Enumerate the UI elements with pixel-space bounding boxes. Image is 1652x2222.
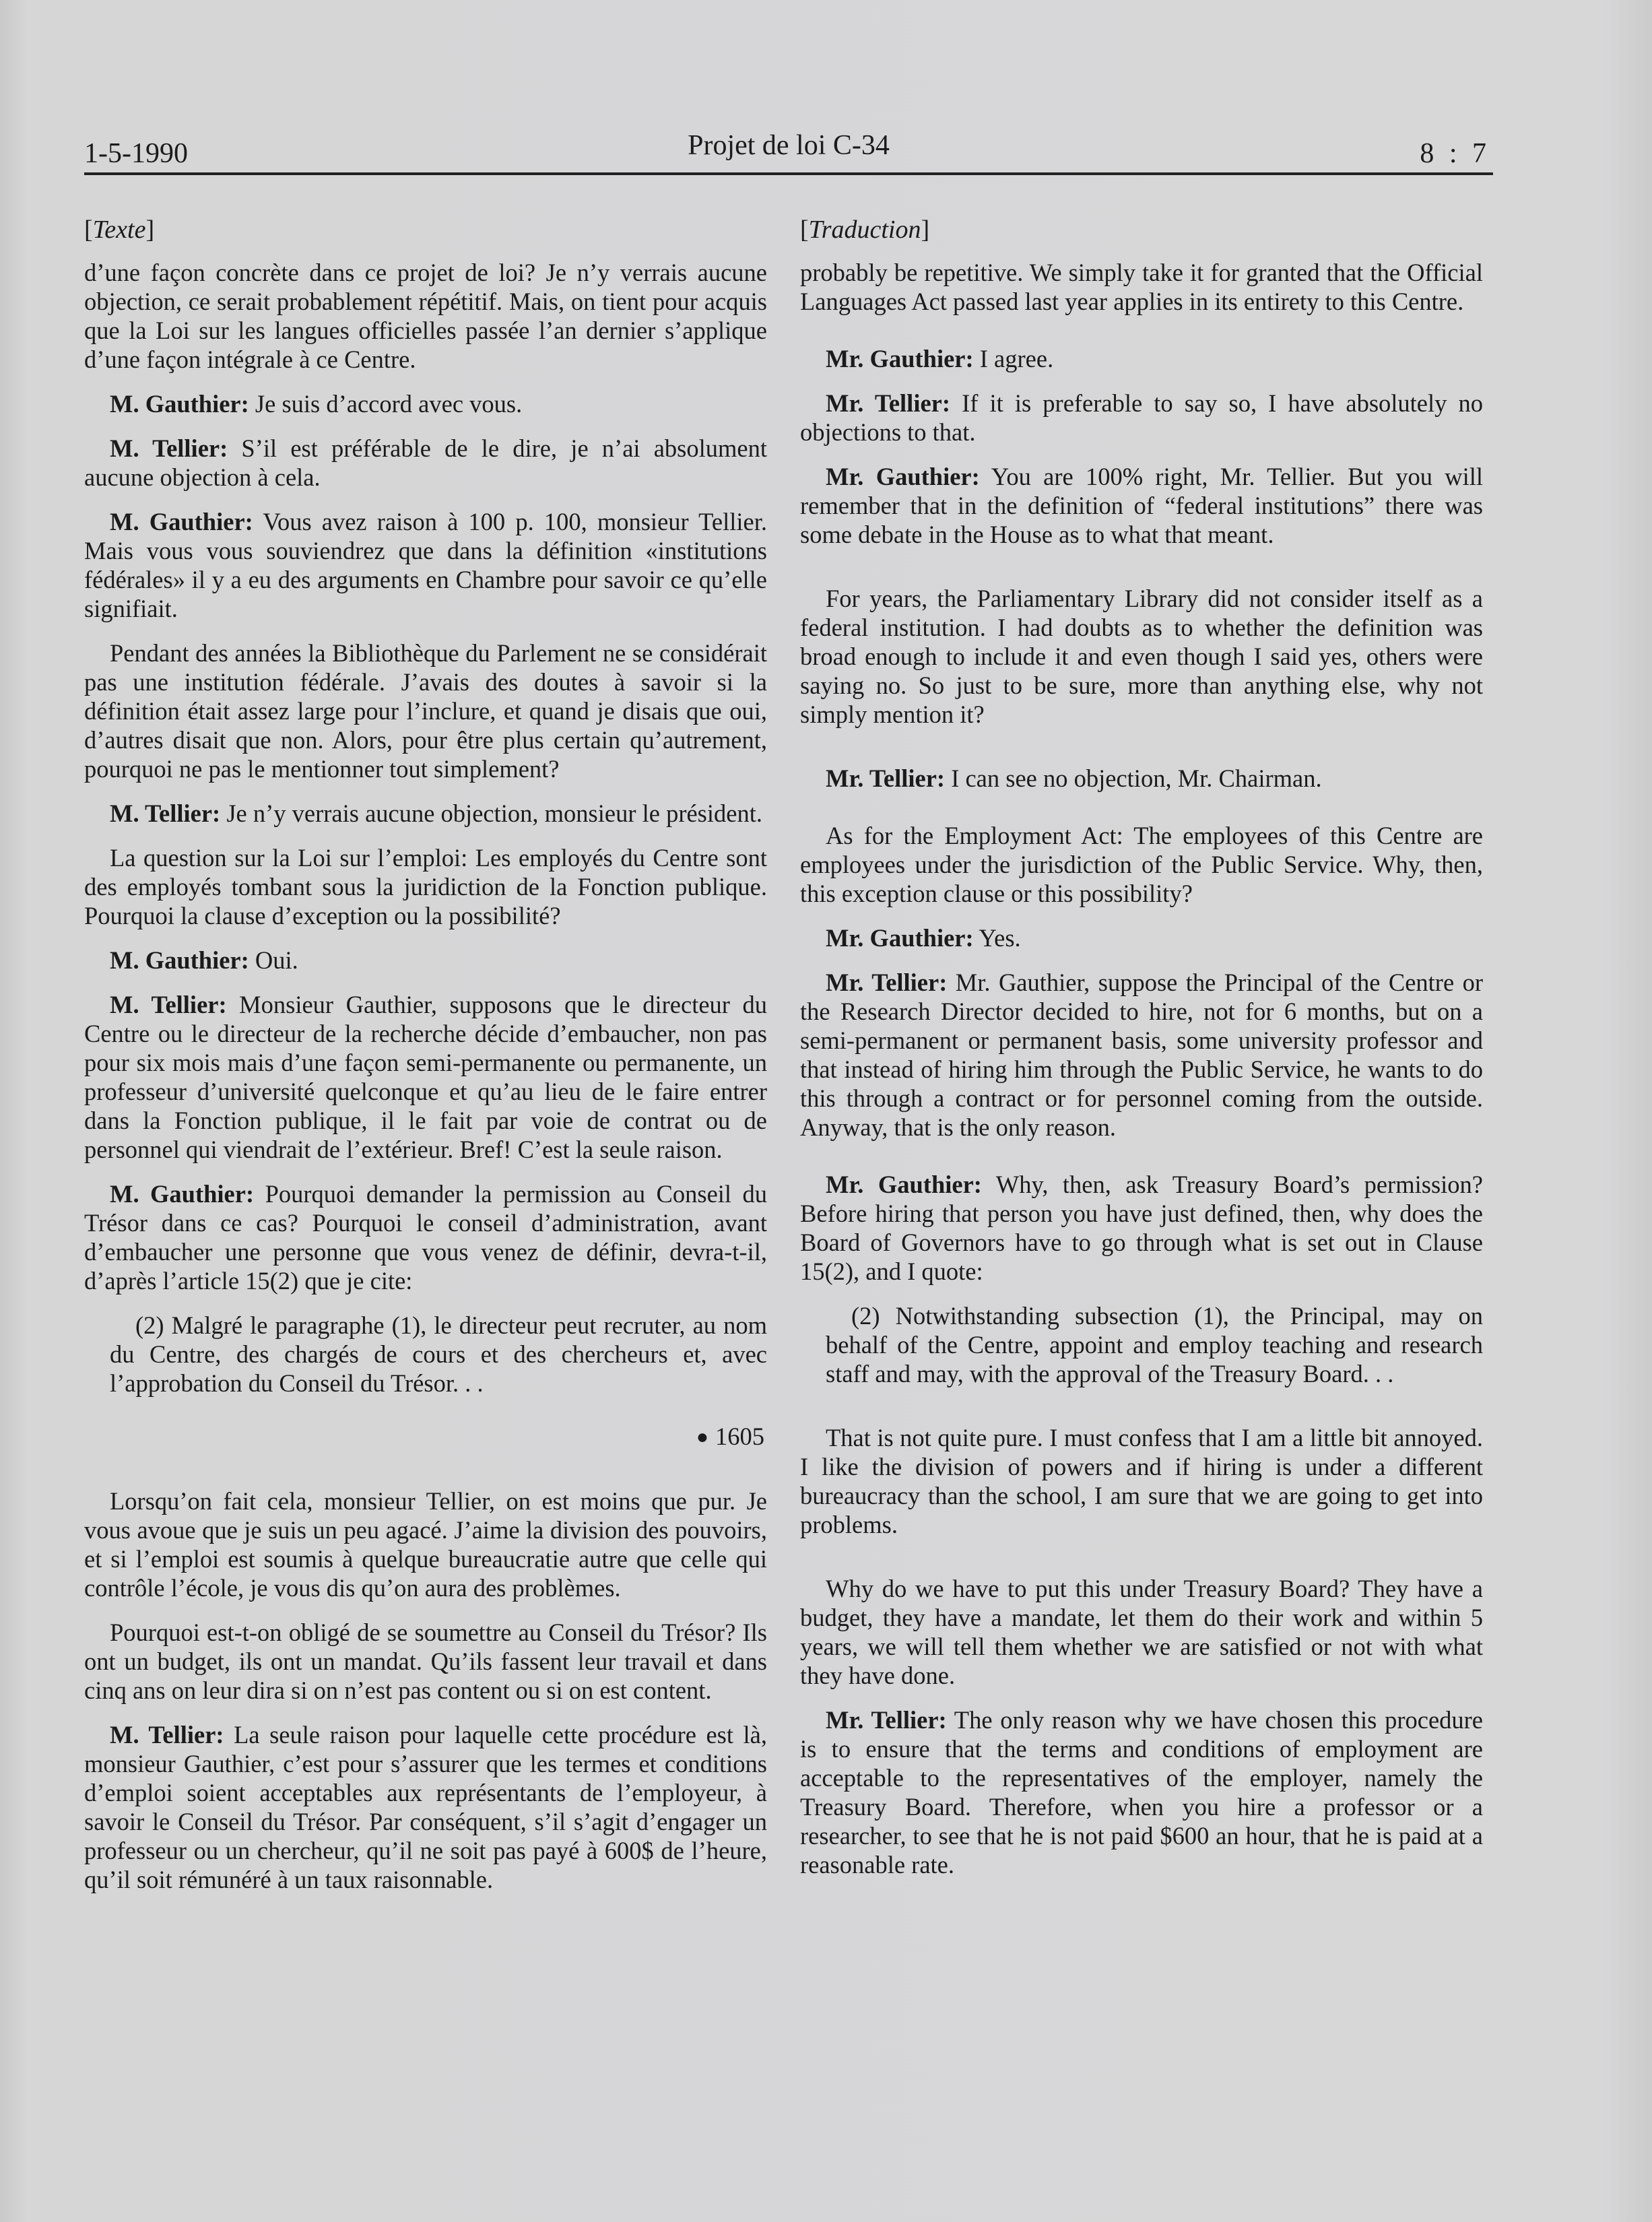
speech-paragraph [800, 1705, 1483, 1879]
speech-text: Je n’y verrais aucune objection, monsieur le président. [220, 799, 762, 827]
speaker-name: M. Gauthier: [110, 508, 253, 535]
speech-text: I agree. [973, 345, 1054, 372]
speech-text: Pourquoi demander la permission au Conseil du Trésor dans ce cas? Pourquoi le conseil d’administration, avant d’embaucher une personne que vous venez de définir, devra-t-il, d’après l’article 15(2) que je cite: [84, 1180, 767, 1295]
paragraph: probably be repetitive. We simply take it for granted that the Official Languages Act passed last year applies in its entirety to this Centre. [800, 259, 1483, 315]
speech-paragraph [84, 434, 767, 492]
speech-text: Vous avez raison à 100 p. 100, monsieur Tellier. Mais vous vous souviendrez que dans la définition «institutions fédérales» il y a eu des arguments en Chambre pour savoir ce qu’elle signifiait. [84, 508, 767, 622]
left-column-french [84, 216, 767, 1909]
speech-text: If it is preferable to say so, I have absolutely no objections to that. [800, 389, 1483, 446]
speech-text: You are 100% right, Mr. Tellier. But you will remember that in the definition of “federal institutions” there was some debate in the House as to what that meant. [800, 463, 1483, 548]
speech-paragraph [800, 968, 1483, 1142]
speaker-name: Mr. Gauthier: [826, 1171, 982, 1198]
speech-paragraph [84, 507, 767, 623]
quoted-clause: (2) Notwithstanding subsection (1), the Principal, may on behalf of the Centre, appoint and employ teaching and research staff and may, with the approval of the Treasury Board. . . [826, 1302, 1483, 1387]
speech-text: Why, then, ask Treasury Board’s permission? Before hiring that person you have just defined, then, why does the Board of Governors have to go through what is set out in Clause 15(2), and I quote: [800, 1171, 1483, 1285]
paragraph: Pourquoi est-t-on obligé de se soumettre au Conseil du Trésor? Ils ont un budget, ils ont un mandat. Qu’ils fassent leur travail et dans cinq ans on leur dira si on n’est pas content ou si on est content. [84, 1619, 767, 1704]
speaker-name: M. Gauthier: [110, 946, 249, 974]
speaker-name: M. Tellier: [110, 434, 228, 462]
speaker-name: Mr. Gauthier: [826, 345, 974, 372]
paragraph: d’une façon concrète dans ce projet de loi? Je n’y verrais aucune objection, ce serait probablement répétitif. Mais, on tient pour acquis que la Loi sur les langues officielles passée l’an dernier s’applique d’une façon intégrale à ce Centre. [84, 259, 767, 373]
paragraph: Lorsqu’on fait cela, monsieur Tellier, on est moins que pur. Je vous avoue que je suis un peu agacé. J’aime la division des pouvoirs, et si l’emploi est soumis à quelque bureaucratie autre que celle qui contrôle l’école, je vous dis qu’on aura des problèmes. [84, 1487, 767, 1602]
speech-paragraph [800, 389, 1483, 447]
header-title: Projet de loi C-34 [688, 130, 890, 161]
speech-text: I can see no objection, Mr. Chairman. [945, 764, 1322, 792]
speech-paragraph [84, 1720, 767, 1894]
paragraph: As for the Employment Act: The employees of this Centre are employees under the jurisdiction of the Public Service. Why, then, this exception clause or this possibility? [800, 822, 1483, 907]
speaker-name: Mr. Tellier: [826, 764, 946, 792]
speech-paragraph [800, 764, 1483, 793]
paragraph: For years, the Parliamentary Library did not consider itself as a federal institution. I had doubts as to whether the definition was broad enough to include it and even though I said yes, others were saying no. So just to be sure, more than anything else, why not simply mention it? [800, 585, 1483, 728]
speech-paragraph [800, 923, 1483, 952]
speech-paragraph [800, 1170, 1483, 1286]
right-column-english [800, 216, 1483, 1895]
speech-text: The only reason why we have chosen this procedure is to ensure that the terms and conditions of employment are acceptable to the representatives of the employer, namely the Treasury Board. Therefore, when you hire a professor or a researcher, to see that he is not paid $600 an hour, that he is paid at a reasonable rate. [800, 1706, 1483, 1878]
time-marker-value: 1605 [715, 1423, 764, 1450]
speech-paragraph [84, 990, 767, 1164]
column-label-texte: [Texte] [84, 216, 155, 244]
page-header [84, 128, 1493, 175]
speech-paragraph [84, 389, 767, 418]
speaker-name: M. Tellier: [110, 991, 227, 1018]
header-date: 1-5-1990 [84, 138, 188, 169]
header-page-number: 8 : 7 [1420, 138, 1490, 169]
speech-text: Mr. Gauthier, suppose the Principal of the Centre or the Research Director decided to hire, not for 6 months, but on a semi-permanent or permanent basis, some university professor and that instead of hiring him through the Public Service, he wants to do this through a contract or for personnel coming from the outside. Anyway, that is the only reason. [800, 969, 1483, 1141]
paragraph: La question sur la Loi sur l’emploi: Les employés du Centre sont des employés tombant sous la juridiction de la Fonction publique. Pourquoi la clause d’exception ou la possibilité? [84, 844, 767, 929]
speech-text: Monsieur Gauthier, supposons que le directeur du Centre ou le directeur de la recherche décide d’embaucher, non pas pour six mois mais d’une façon semi-permanente ou permanente, un professeur d’université quelconque et qu’au lieu de le faire entrer dans la Fonction publique, il le fait par voie de contrat ou de personnel qui viendrait de l’extérieur. Bref! C’est la seule raison. [84, 991, 767, 1163]
speech-paragraph [84, 1179, 767, 1295]
speech-paragraph [800, 344, 1483, 373]
bullet-icon: ● [696, 1426, 708, 1448]
speaker-name: Mr. Gauthier: [826, 463, 980, 490]
speech-text: Oui. [249, 946, 298, 974]
paragraph: That is not quite pure. I must confess that I am a little bit annoyed. I like the division of powers and if hiring is under a different bureaucracy than the school, I am sure that we are going to get into problems. [800, 1424, 1483, 1538]
paragraph: Pendant des années la Bibliothèque du Parlement ne se considérait pas une institution fédérale. J’avais des doutes à savoir si la définition était assez large pour l’inclure, et quand je disais que oui, d’autres disait que non. Alors, pour être plus certain qu’autrement, pourquoi ne pas le mentionner tout simplement? [84, 639, 767, 783]
speech-text: La seule raison pour laquelle cette procédure est là, monsieur Gauthier, c’est pour s’assurer que les termes et conditions d’emploi soient acceptables aux représentants de l’employeur, à savoir le Conseil du Trésor. Par conséquent, s’il s’agit d’engager un professeur ou un chercheur, qu’il ne soit pas payé à 600$ de l’heure, qu’il soit rémunéré à un taux raisonnable. [84, 1721, 767, 1893]
speech-paragraph [84, 799, 767, 828]
quoted-clause: (2) Malgré le paragraphe (1), le directeur peut recruter, au nom du Centre, des chargés de cours et des chercheurs et, avec l’approbation du Conseil du Trésor. . . [110, 1311, 767, 1397]
speaker-name: M. Gauthier: [110, 1180, 255, 1208]
time-marker [84, 1422, 767, 1451]
speaker-name: Mr. Tellier: [826, 1706, 947, 1734]
speech-paragraph [84, 946, 767, 975]
column-label-traduction: [Traduction] [800, 216, 930, 244]
paragraph: Why do we have to put this under Treasury Board? They have a budget, they have a mandate, let them do their work and within 5 years, we will tell them whether we are satisfied or not with what they have done. [800, 1575, 1483, 1689]
speech-text: Je suis d’accord avec vous. [249, 390, 523, 418]
speaker-name: Mr. Gauthier: [826, 924, 974, 952]
speaker-name: M. Tellier: [110, 1721, 224, 1749]
speech-text: S’il est préférable de le dire, je n’ai absolument aucune objection à cela. [84, 434, 768, 491]
speaker-name: Mr. Tellier: [826, 389, 951, 417]
speaker-name: M. Tellier: [110, 799, 221, 827]
speech-text: Yes. [973, 924, 1021, 952]
speech-paragraph [800, 462, 1483, 549]
speaker-name: Mr. Tellier: [826, 969, 948, 996]
speaker-name: M. Gauthier: [110, 390, 249, 418]
